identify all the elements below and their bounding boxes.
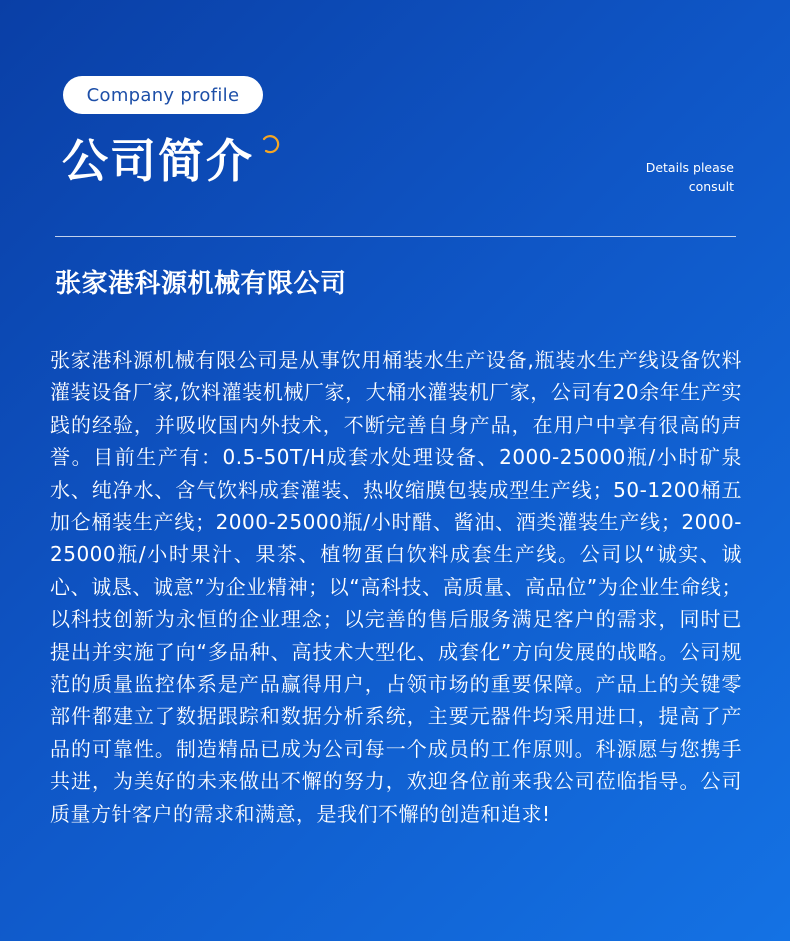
page-title: 公司简介 xyxy=(62,134,254,188)
company-profile-badge xyxy=(63,76,263,114)
details-line-1: Details please xyxy=(645,160,734,175)
header-divider xyxy=(55,236,736,237)
company-name: 张家港科源机械有限公司 xyxy=(55,269,347,299)
details-note xyxy=(646,158,734,196)
company-description: 张家港科源机械有限公司是从事饮用桶装水生产设备,瓶装水生产线设备饮料灌装设备厂家,饮料灌装机械厂家，大桶水灌装机厂家，公司有20余年生产实践的经验，并吸收国内外技术，不断完善自身产品，在用户中享有很高的声誉。目前生产有：0.5-50T/H成套水处理设备、2000-25000瓶/小时矿泉水、纯净水、含气饮料成套灌装、热收缩膜包装成型生产线；50-1200桶五加仑桶装生产线；2000-25000瓶/小时醋、酱油、酒类灌装生产线；2000-25000瓶/小时果汁、果茶、植物蛋白饮料成套生产线。公司以“诚实、诚心、诚恳、诚意”为企业精神；以“高科技、高质量、高品位”为企业生命线；以科技创新为永恒的企业理念；以完善的售后服务满足客户的需求，同时已提出并实施了向“多品种、高技术大型化、成套化”方向发展的战略。公司规范的质量监控体系是产品赢得用户，占领市场的重要保障。产品上的关键零部件都建立了数据跟踪和数据分析系统，主要元器件均采用进口，提高了产品的可靠性。制造精品已成为公司每一个成员的工作原则。科源愿与您携手共进，为美好的未来做出不懈的努力，欢迎各位前来我公司莅临指导。公司质量方针客户的需求和满意，是我们不懈的创造和追求! xyxy=(50,348,742,826)
badge-label: Company profile xyxy=(86,84,240,106)
orange-arc-icon xyxy=(260,134,282,156)
title-block xyxy=(62,134,254,188)
details-line-2: consult xyxy=(688,179,734,194)
